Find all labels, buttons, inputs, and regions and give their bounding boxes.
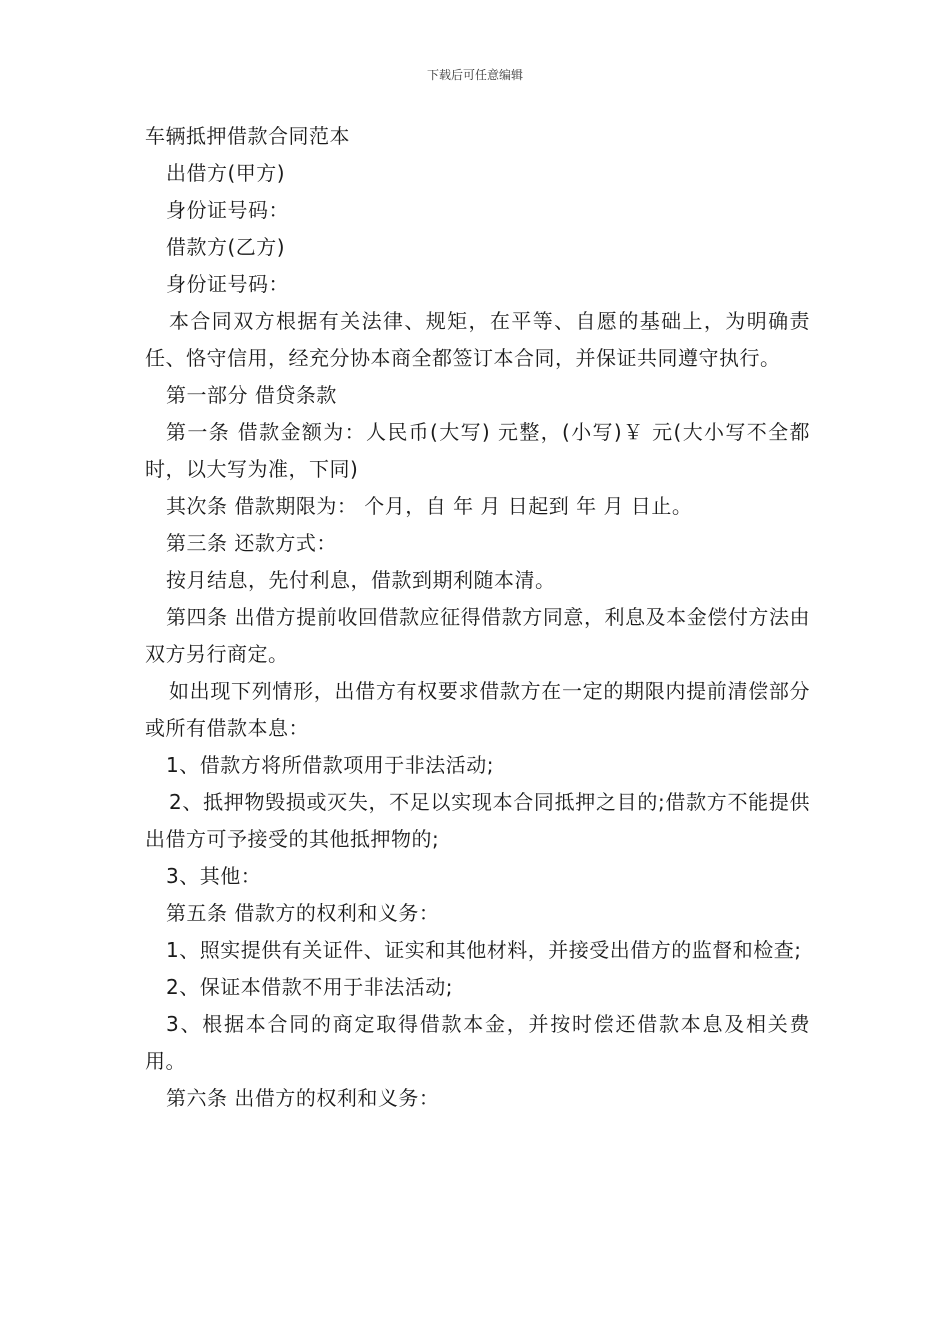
paragraph-article-4: 第四条 出借方提前收回借款应征得借款方同意，利息及本金偿付方法由双方另行商定。 bbox=[145, 605, 810, 666]
list-item: 3、根据本合同的商定取得借款本金，并按时偿还借款本息及相关费用。 bbox=[145, 1012, 810, 1073]
paragraph-lender: 出借方(甲方) bbox=[166, 161, 286, 185]
list-item: 3、其他： bbox=[166, 864, 262, 888]
paragraph-repayment: 按月结息，先付利息，借款到期利随本清。 bbox=[166, 568, 556, 592]
paragraph-lender-id: 身份证号码： bbox=[166, 198, 289, 222]
list-item: 1、借款方将所借款项用于非法活动; bbox=[166, 753, 494, 777]
paragraph-borrower: 借款方(乙方) bbox=[166, 235, 286, 259]
paragraph-article-6: 第六条 出借方的权利和义务： bbox=[166, 1086, 440, 1110]
list-item: 2、保证本借款不用于非法活动; bbox=[166, 975, 453, 999]
paragraph-preamble: 本合同双方根据有关法律、规矩，在平等、自愿的基础上，为明确责任、恪守信用，经充分协本商全都签订本合同，并保证共同遵守执行。 bbox=[145, 309, 810, 370]
page-header: 下载后可任意编辑 bbox=[426, 68, 523, 82]
paragraph-article-2: 其次条 借款期限为： 个月，自 年 月 日起到 年 月 日止。 bbox=[166, 494, 693, 518]
document-title: 车辆抵押借款合同范本 bbox=[145, 124, 350, 148]
paragraph-early-repayment: 如出现下列情形，出借方有权要求借款方在一定的期限内提前清偿部分或所有借款本息： bbox=[145, 679, 810, 740]
document-body bbox=[145, 118, 810, 1117]
paragraph-article-5: 第五条 借款方的权利和义务： bbox=[166, 901, 440, 925]
list-item: 2、抵押物毁损或灭失，不足以实现本合同抵押之目的;借款方不能提供出借方可予接受的其他抵押物的; bbox=[145, 790, 810, 851]
paragraph-article-3: 第三条 还款方式： bbox=[166, 531, 337, 555]
paragraph-borrower-id: 身份证号码： bbox=[166, 272, 289, 296]
paragraph-article-1: 第一条 借款金额为：人民币(大写) 元整，(小写)￥ 元(大小写不全都时，以大写为准，下同) bbox=[145, 420, 810, 481]
section-heading-part-one: 第一部分 借贷条款 bbox=[166, 383, 337, 407]
list-item: 1、照实提供有关证件、证实和其他材料，并接受出借方的监督和检查; bbox=[166, 938, 802, 962]
